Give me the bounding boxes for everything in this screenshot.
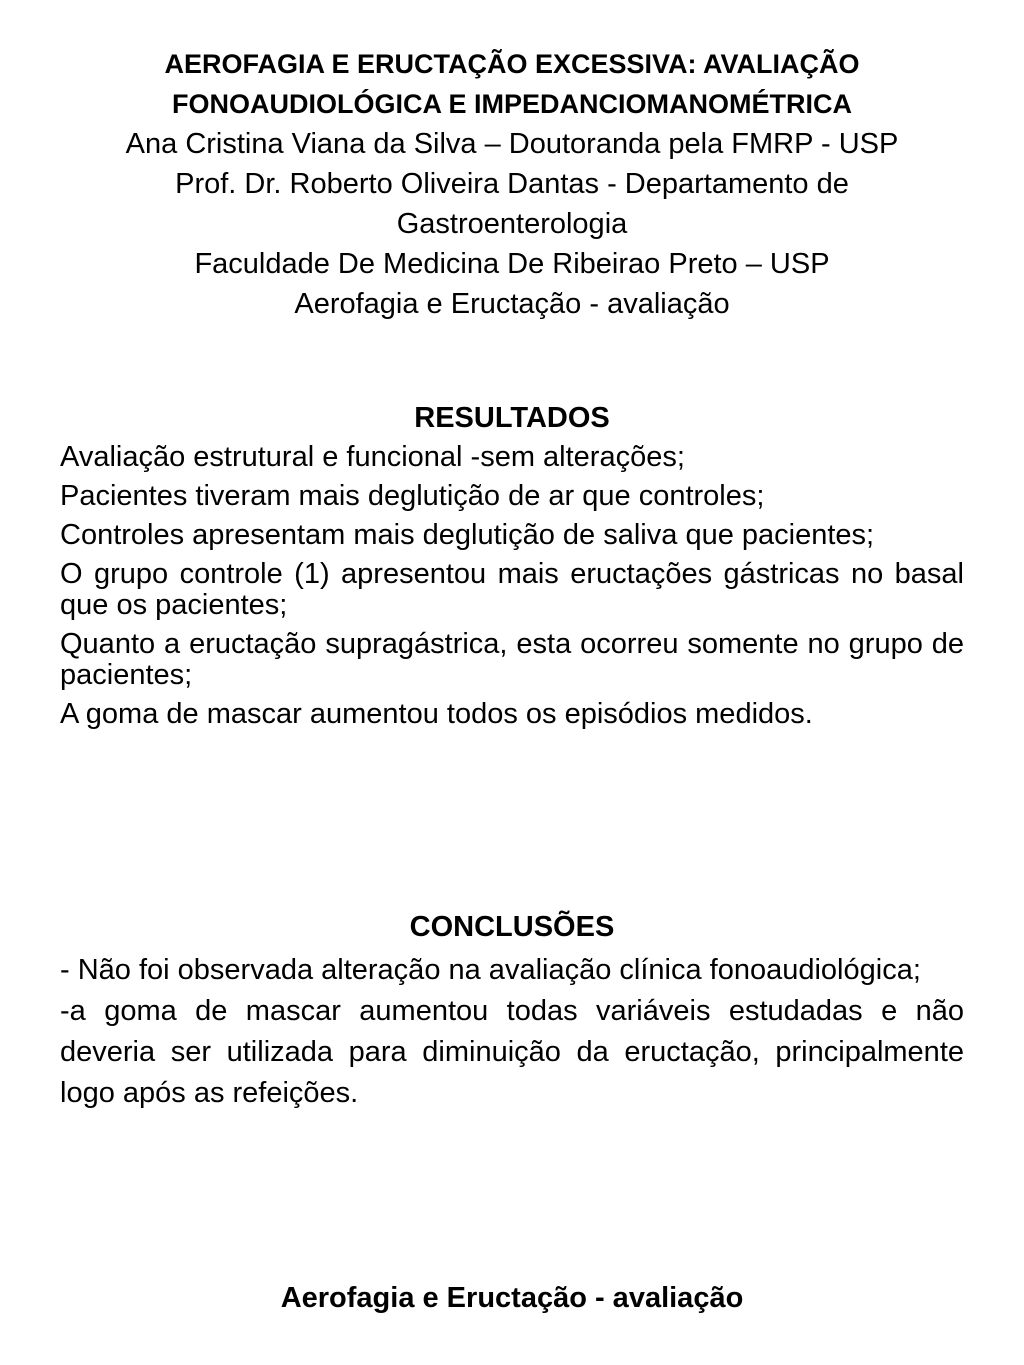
results-item: Avaliação estrutural e funcional -sem alterações; xyxy=(60,441,685,473)
conclusions-item: -a goma de mascar aumentou todas variáveis estudadas e não deveria ser utilizada para diminuição da eructação, principalmente logo após as refeições. xyxy=(60,995,964,1109)
conclusions-item: - Não foi observada alteração na avaliação clínica fonoaudiológica; xyxy=(60,954,921,986)
advisor-line-2: Gastroenterologia xyxy=(396,208,628,240)
institution-line: Faculdade De Medicina De Ribeirao Preto – USP xyxy=(194,248,830,280)
results-item: Pacientes tiveram mais deglutição de ar que controles; xyxy=(60,480,765,512)
results-list xyxy=(60,442,964,738)
results-item: A goma de mascar aumentou todos os episódios medidos. xyxy=(60,698,813,730)
subtitle-line: Aerofagia e Eructação - avaliação xyxy=(294,288,730,320)
conclusions-heading: CONCLUSÕES xyxy=(409,911,615,943)
author-line: Ana Cristina Viana da Silva – Doutoranda pela FMRP - USP xyxy=(125,128,899,160)
slide-footer: Aerofagia e Eructação - avaliação xyxy=(280,1282,744,1314)
title-line-1: AEROFAGIA E ERUCTAÇÃO EXCESSIVA: AVALIAÇÃO xyxy=(164,49,860,79)
results-item: Controles apresentam mais deglutição de saliva que pacientes; xyxy=(60,519,875,551)
advisor-line-1: Prof. Dr. Roberto Oliveira Dantas - Departamento de xyxy=(175,168,849,200)
results-item: Quanto a eructação supragástrica, esta ocorreu somente no grupo de pacientes; xyxy=(60,628,964,691)
title-line-2: FONOAUDIOLÓGICA E IMPEDANCIOMANOMÉTRICA xyxy=(172,89,852,119)
conclusions-list xyxy=(60,950,964,1114)
results-item: O grupo controle (1) apresentou mais eructações gástricas no basal que os pacientes; xyxy=(60,558,964,621)
slide-header xyxy=(40,44,984,324)
results-heading: RESULTADOS xyxy=(414,402,610,434)
